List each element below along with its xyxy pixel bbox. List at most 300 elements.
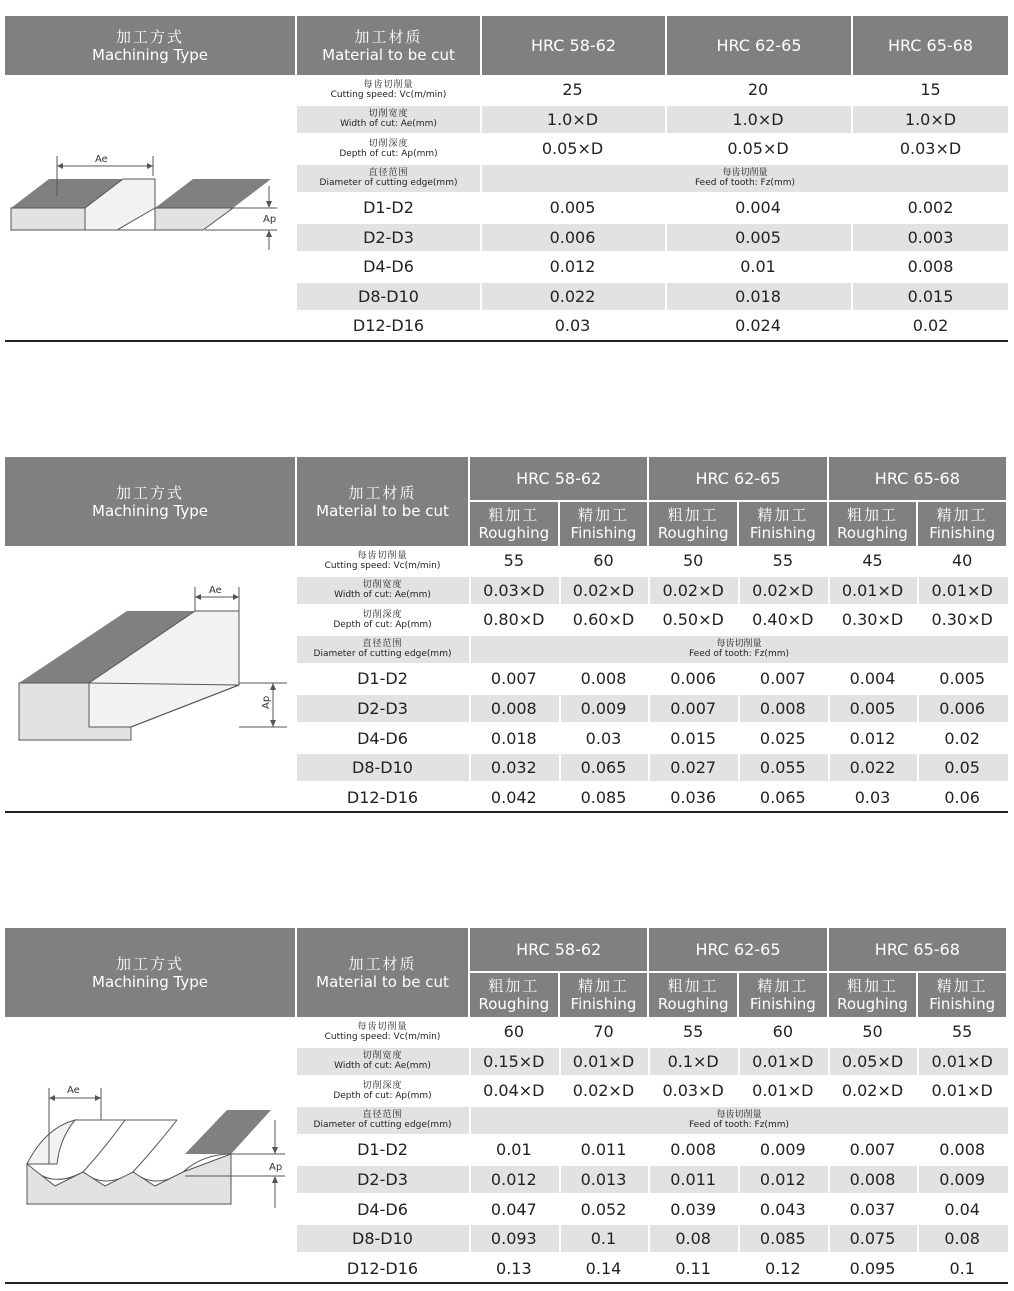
column-divider — [559, 1136, 561, 1163]
slot-milling-illustration — [5, 146, 285, 256]
roughing-en: Roughing — [657, 995, 729, 1013]
table-row — [297, 1225, 1008, 1252]
diameter-range: D2-D3 — [363, 227, 414, 247]
feed-value: 0.065 — [759, 787, 806, 807]
column-divider — [738, 606, 740, 633]
diameter-label-cn: 直径范围 — [362, 639, 403, 650]
svg-text:Ap: Ap — [269, 1162, 283, 1173]
feed-value: 0.008 — [490, 699, 537, 718]
feed-value: 0.007 — [670, 699, 717, 718]
feed-value: 0.004 — [735, 198, 781, 217]
feed-value: 0.018 — [735, 286, 781, 306]
param-value: 45 — [862, 551, 883, 570]
finishing-cn: 精加工 — [936, 977, 988, 995]
finishing-header — [739, 502, 827, 546]
feed-value: 0.08 — [675, 1229, 711, 1249]
param-value: 0.02×D — [841, 1081, 904, 1101]
column-divider — [559, 1018, 561, 1045]
hardness-header: HRC 58-62 — [470, 457, 647, 500]
column-divider — [665, 106, 667, 133]
machining-type-cn: 加工方式 — [115, 27, 184, 46]
column-divider — [738, 695, 740, 722]
column-divider — [738, 1166, 740, 1193]
column-divider — [665, 135, 667, 162]
column-divider — [665, 76, 667, 103]
param-label — [297, 606, 468, 633]
column-divider — [648, 695, 650, 722]
column-divider — [648, 1048, 650, 1075]
roughing-cn: 粗加工 — [846, 506, 898, 524]
material-header — [297, 928, 468, 1017]
table-row — [297, 695, 1008, 722]
finishing-en: Finishing — [749, 995, 816, 1013]
diameter-label — [297, 165, 480, 192]
column-divider — [559, 577, 561, 604]
column-divider — [469, 1018, 471, 1045]
diameter-feed-row — [297, 1107, 1008, 1134]
column-divider — [851, 194, 853, 221]
feed-value: 0.007 — [490, 669, 537, 689]
feed-value: 0.011 — [580, 1140, 627, 1160]
column-divider — [828, 695, 830, 722]
table-row — [297, 754, 1008, 781]
feed-value: 0.009 — [759, 1140, 806, 1160]
column-divider — [917, 754, 919, 781]
column-divider — [738, 1225, 740, 1252]
feed-value: 0.047 — [490, 1199, 537, 1219]
feed-value: 0.085 — [759, 1229, 806, 1249]
param-value: 0.02×D — [572, 1081, 635, 1101]
column-divider — [738, 1077, 740, 1104]
column-divider — [917, 577, 919, 604]
diameter-range: D2-D3 — [357, 699, 408, 718]
table-row — [297, 725, 1008, 752]
param-label — [297, 1077, 468, 1104]
material-cn: 加工材质 — [348, 954, 417, 973]
diameter-range: D12-D16 — [346, 787, 419, 807]
column-divider — [738, 1048, 740, 1075]
column-divider — [738, 754, 740, 781]
column-divider — [917, 784, 919, 811]
column-divider — [480, 76, 482, 103]
param-row-width — [297, 1048, 1008, 1075]
column-divider — [480, 106, 482, 133]
column-divider — [648, 1018, 650, 1045]
column-divider — [559, 1166, 561, 1193]
feed-value: 0.006 — [939, 699, 986, 718]
column-divider — [648, 754, 650, 781]
column-divider — [469, 1048, 471, 1075]
feed-label — [482, 165, 1008, 192]
column-divider — [828, 577, 830, 604]
feed-value: 0.008 — [849, 1170, 896, 1189]
param-value: 0.1×D — [667, 1051, 719, 1071]
roughing-header — [649, 973, 737, 1017]
hardness-header: HRC 62-65 — [649, 928, 826, 971]
machining-type-en: Machining Type — [92, 501, 208, 520]
finishing-header — [918, 973, 1006, 1017]
diameter-label-en: Diameter of cutting edge(mm) — [313, 649, 452, 660]
diameter-range: D8-D10 — [352, 758, 413, 778]
param-row-speed — [297, 76, 1008, 103]
machining-type-cn: 加工方式 — [115, 954, 184, 973]
column-divider — [648, 577, 650, 604]
column-divider — [851, 76, 853, 103]
diameter-range: D4-D6 — [357, 728, 408, 748]
column-divider — [917, 1196, 919, 1223]
column-divider — [665, 194, 667, 221]
finishing-header — [918, 502, 1006, 546]
roughing-cn: 粗加工 — [667, 977, 719, 995]
column-divider — [917, 1048, 919, 1075]
ball-milling-illustration — [5, 1078, 295, 1218]
column-divider — [917, 695, 919, 722]
roughing-header — [470, 973, 558, 1017]
param-value: 0.03×D — [483, 580, 545, 600]
column-divider — [480, 165, 482, 192]
diameter-range: D2-D3 — [357, 1170, 408, 1189]
table-bottom-rule — [5, 340, 1008, 342]
feed-value: 0.009 — [580, 699, 627, 718]
finishing-en: Finishing — [570, 524, 637, 542]
column-divider — [738, 1196, 740, 1223]
feed-label-en: Feed of tooth: Fz(mm) — [695, 178, 795, 188]
param-value: 55 — [772, 551, 793, 570]
machining-type-header — [5, 16, 295, 75]
column-divider — [469, 577, 471, 604]
machining-type-header — [5, 928, 295, 1017]
column-divider — [480, 224, 482, 251]
column-divider — [851, 106, 853, 133]
column-divider — [469, 606, 471, 633]
feed-label-cn: 每齿切削量 — [716, 1110, 762, 1121]
feed-value: 0.052 — [580, 1199, 627, 1219]
diameter-label-cn: 直径范围 — [362, 1110, 403, 1121]
diameter-range: D4-D6 — [363, 257, 414, 276]
feed-value: 0.1 — [949, 1258, 975, 1278]
feed-value: 0.03 — [585, 728, 622, 748]
feed-value: 0.007 — [849, 1140, 896, 1160]
roughing-en: Roughing — [837, 995, 908, 1013]
table-row — [297, 283, 1008, 310]
column-divider — [828, 606, 830, 633]
feed-value: 0.005 — [939, 669, 986, 689]
column-divider — [469, 1225, 471, 1252]
column-divider — [828, 1166, 830, 1193]
machining-type-header — [5, 457, 295, 546]
column-divider — [559, 1077, 561, 1104]
material-en: Material to be cut — [316, 972, 449, 991]
column-divider — [469, 754, 471, 781]
table-row — [297, 224, 1008, 251]
param-value: 0.02×D — [662, 580, 724, 600]
finishing-header — [560, 973, 648, 1017]
param-value: 0.01×D — [752, 1081, 814, 1101]
column-divider — [559, 1196, 561, 1223]
param-label-cn: 切削宽度 — [368, 109, 409, 119]
param-label-cn: 切削宽度 — [362, 1051, 403, 1062]
param-label-en: Cutting speed: Vc(m/min) — [330, 89, 447, 100]
diameter-feed-row — [297, 636, 1008, 663]
param-label-en: Width of cut: Ae(mm) — [334, 590, 431, 601]
column-divider — [665, 312, 667, 339]
diameter-label — [297, 636, 468, 663]
column-divider — [828, 665, 830, 692]
column-divider — [469, 1136, 471, 1163]
side-milling-illustration — [5, 577, 295, 747]
diameter-range: D1-D2 — [357, 669, 408, 689]
hardness-header: HRC 65-68 — [853, 16, 1008, 75]
feed-value: 0.095 — [849, 1258, 896, 1278]
diameter-feed-row — [297, 165, 1008, 192]
feed-value: 0.037 — [849, 1199, 896, 1219]
column-divider — [828, 547, 830, 574]
column-divider — [851, 312, 853, 339]
feed-value: 0.005 — [735, 227, 781, 247]
material-cn: 加工材质 — [348, 483, 417, 502]
roughing-en: Roughing — [837, 524, 908, 542]
column-divider — [648, 1196, 650, 1223]
param-row-speed — [297, 547, 1008, 574]
param-value: 1.0×D — [904, 109, 957, 129]
param-value: 50 — [862, 1022, 883, 1041]
finishing-cn: 精加工 — [577, 977, 629, 995]
param-value: 55 — [951, 1022, 973, 1041]
diameter-label-en: Diameter of cutting edge(mm) — [313, 1120, 452, 1131]
feed-value: 0.009 — [939, 1170, 986, 1189]
feed-value: 0.03 — [854, 787, 891, 807]
finishing-cn: 精加工 — [757, 506, 809, 524]
feed-value: 0.005 — [849, 699, 896, 718]
feed-value: 0.043 — [759, 1199, 806, 1219]
roughing-header — [649, 502, 737, 546]
column-divider — [559, 1225, 561, 1252]
feed-value: 0.022 — [549, 286, 596, 306]
feed-value: 0.11 — [675, 1258, 711, 1278]
param-value: 20 — [747, 80, 769, 99]
svg-text:Ae: Ae — [67, 1085, 80, 1096]
column-divider — [648, 1166, 650, 1193]
column-divider — [828, 1196, 830, 1223]
hardness-header: HRC 65-68 — [829, 928, 1006, 971]
column-divider — [917, 1225, 919, 1252]
feed-value: 0.14 — [585, 1258, 622, 1278]
column-divider — [559, 1048, 561, 1075]
param-label-cn: 每齿切削量 — [357, 550, 408, 561]
roughing-header — [829, 502, 917, 546]
feed-value: 0.085 — [580, 787, 627, 807]
table-slotting — [5, 16, 1008, 343]
feed-value: 0.03 — [554, 316, 591, 335]
feed-value: 0.036 — [670, 787, 717, 807]
feed-value: 0.015 — [670, 728, 717, 748]
param-label — [297, 106, 480, 133]
param-value: 50 — [682, 551, 704, 570]
table-row — [297, 1255, 1008, 1282]
column-divider — [828, 1018, 830, 1045]
param-row-speed — [297, 1018, 1008, 1045]
roughing-en: Roughing — [478, 995, 550, 1013]
column-divider — [917, 1166, 919, 1193]
column-divider — [559, 547, 561, 574]
column-divider — [828, 725, 830, 752]
param-label-cn: 切削宽度 — [362, 580, 403, 591]
feed-label — [470, 636, 1008, 663]
feed-value: 0.015 — [907, 286, 954, 306]
svg-text:Ap: Ap — [261, 695, 272, 709]
column-divider — [738, 665, 740, 692]
column-divider — [648, 725, 650, 752]
finishing-cn: 精加工 — [936, 506, 988, 524]
param-value: 0.05×D — [727, 139, 789, 158]
column-divider — [851, 224, 853, 251]
column-divider — [648, 665, 650, 692]
feed-value: 0.01 — [496, 1140, 532, 1160]
param-label-cn: 每齿切削量 — [363, 79, 414, 90]
feed-value: 0.002 — [907, 198, 954, 217]
column-divider — [559, 606, 561, 633]
feed-value: 0.006 — [549, 227, 596, 247]
param-label — [297, 547, 468, 574]
param-label — [297, 1018, 468, 1045]
column-divider — [738, 1255, 740, 1282]
finishing-en: Finishing — [929, 524, 996, 542]
feed-value: 0.012 — [849, 728, 896, 748]
param-value: 0.80×D — [483, 610, 545, 630]
table-row — [297, 1166, 1008, 1193]
column-divider — [469, 547, 471, 574]
column-divider — [480, 135, 482, 162]
column-divider — [738, 1136, 740, 1163]
param-label — [297, 577, 468, 604]
param-value: 0.01×D — [572, 1051, 635, 1071]
column-divider — [469, 1077, 471, 1104]
svg-text:Ap: Ap — [263, 214, 277, 225]
feed-value: 0.027 — [670, 758, 717, 778]
param-value: 0.01×D — [931, 1081, 993, 1101]
column-divider — [917, 665, 919, 692]
column-divider — [851, 253, 853, 280]
column-divider — [648, 784, 650, 811]
column-divider — [480, 312, 482, 339]
column-divider — [648, 1136, 650, 1163]
table-ball-milling — [5, 928, 1008, 1286]
feed-value: 0.008 — [670, 1140, 717, 1160]
column-divider — [648, 547, 650, 574]
column-divider — [917, 1136, 919, 1163]
roughing-cn: 粗加工 — [846, 977, 898, 995]
param-value: 60 — [503, 1022, 524, 1041]
material-header — [297, 457, 468, 546]
diameter-range: D12-D16 — [352, 316, 425, 335]
param-value: 60 — [772, 1022, 793, 1041]
param-row-width — [297, 106, 1008, 133]
svg-text:Ae: Ae — [95, 154, 108, 165]
column-divider — [738, 577, 740, 604]
feed-value: 0.12 — [765, 1258, 801, 1278]
feed-label-en: Feed of tooth: Fz(mm) — [689, 649, 789, 660]
roughing-cn: 粗加工 — [488, 977, 540, 995]
column-divider — [648, 1255, 650, 1282]
column-divider — [917, 1018, 919, 1045]
param-row-depth — [297, 1077, 1008, 1104]
param-value: 0.03×D — [899, 139, 962, 158]
roughing-en: Roughing — [478, 524, 550, 542]
feed-value: 0.065 — [580, 758, 627, 778]
diameter-range: D12-D16 — [346, 1258, 419, 1278]
diameter-range: D8-D10 — [358, 286, 419, 306]
table-row — [297, 312, 1008, 339]
column-divider — [665, 253, 667, 280]
hardness-header: HRC 62-65 — [667, 16, 851, 75]
param-value: 0.02×D — [572, 580, 635, 600]
feed-value: 0.008 — [759, 699, 806, 718]
roughing-header — [829, 973, 917, 1017]
param-label-en: Cutting speed: Vc(m/min) — [324, 560, 441, 571]
table-bottom-rule — [5, 811, 1008, 813]
param-value: 1.0×D — [546, 109, 599, 129]
param-value: 0.03×D — [662, 1081, 724, 1101]
material-header — [297, 16, 480, 75]
roughing-cn: 粗加工 — [488, 506, 540, 524]
column-divider — [828, 1077, 830, 1104]
param-value: 60 — [593, 551, 614, 570]
diameter-label-en: Diameter of cutting edge(mm) — [319, 178, 458, 188]
param-value: 55 — [503, 551, 524, 570]
column-divider — [738, 547, 740, 574]
feed-label-en: Feed of tooth: Fz(mm) — [689, 1120, 789, 1131]
column-divider — [648, 1077, 650, 1104]
hardness-header: HRC 65-68 — [829, 457, 1006, 500]
feed-value: 0.012 — [759, 1170, 806, 1189]
feed-value: 0.032 — [490, 758, 537, 778]
column-divider — [738, 725, 740, 752]
feed-value: 0.13 — [496, 1258, 532, 1278]
param-value: 40 — [951, 551, 973, 570]
column-divider — [917, 1255, 919, 1282]
diameter-label-cn: 直径范围 — [368, 168, 409, 178]
column-divider — [480, 194, 482, 221]
param-label-cn: 每齿切削量 — [357, 1021, 408, 1032]
column-divider — [469, 1255, 471, 1282]
param-label-cn: 切削深度 — [368, 138, 409, 149]
diameter-label — [297, 1107, 468, 1134]
svg-text:Ae: Ae — [209, 585, 222, 596]
feed-value: 0.025 — [759, 728, 806, 748]
table-row — [297, 194, 1008, 221]
param-value: 0.02×D — [752, 580, 814, 600]
table-row — [297, 253, 1008, 280]
machining-type-cn: 加工方式 — [115, 483, 184, 502]
feed-label-cn: 每齿切削量 — [716, 639, 762, 650]
feed-value: 0.024 — [735, 316, 781, 335]
hardness-header: HRC 62-65 — [649, 457, 826, 500]
machining-type-en: Machining Type — [92, 45, 208, 64]
diameter-range: D1-D2 — [357, 1140, 408, 1160]
hardness-header: HRC 58-62 — [482, 16, 665, 75]
finishing-header — [560, 502, 648, 546]
feed-value: 0.02 — [912, 316, 949, 335]
param-value: 0.50×D — [662, 610, 724, 630]
column-divider — [828, 1136, 830, 1163]
table-side-milling — [5, 457, 1008, 815]
feed-value: 0.093 — [490, 1229, 537, 1249]
column-divider — [828, 784, 830, 811]
column-divider — [665, 224, 667, 251]
column-divider — [828, 1048, 830, 1075]
feed-value: 0.05 — [944, 758, 980, 778]
column-divider — [480, 283, 482, 310]
